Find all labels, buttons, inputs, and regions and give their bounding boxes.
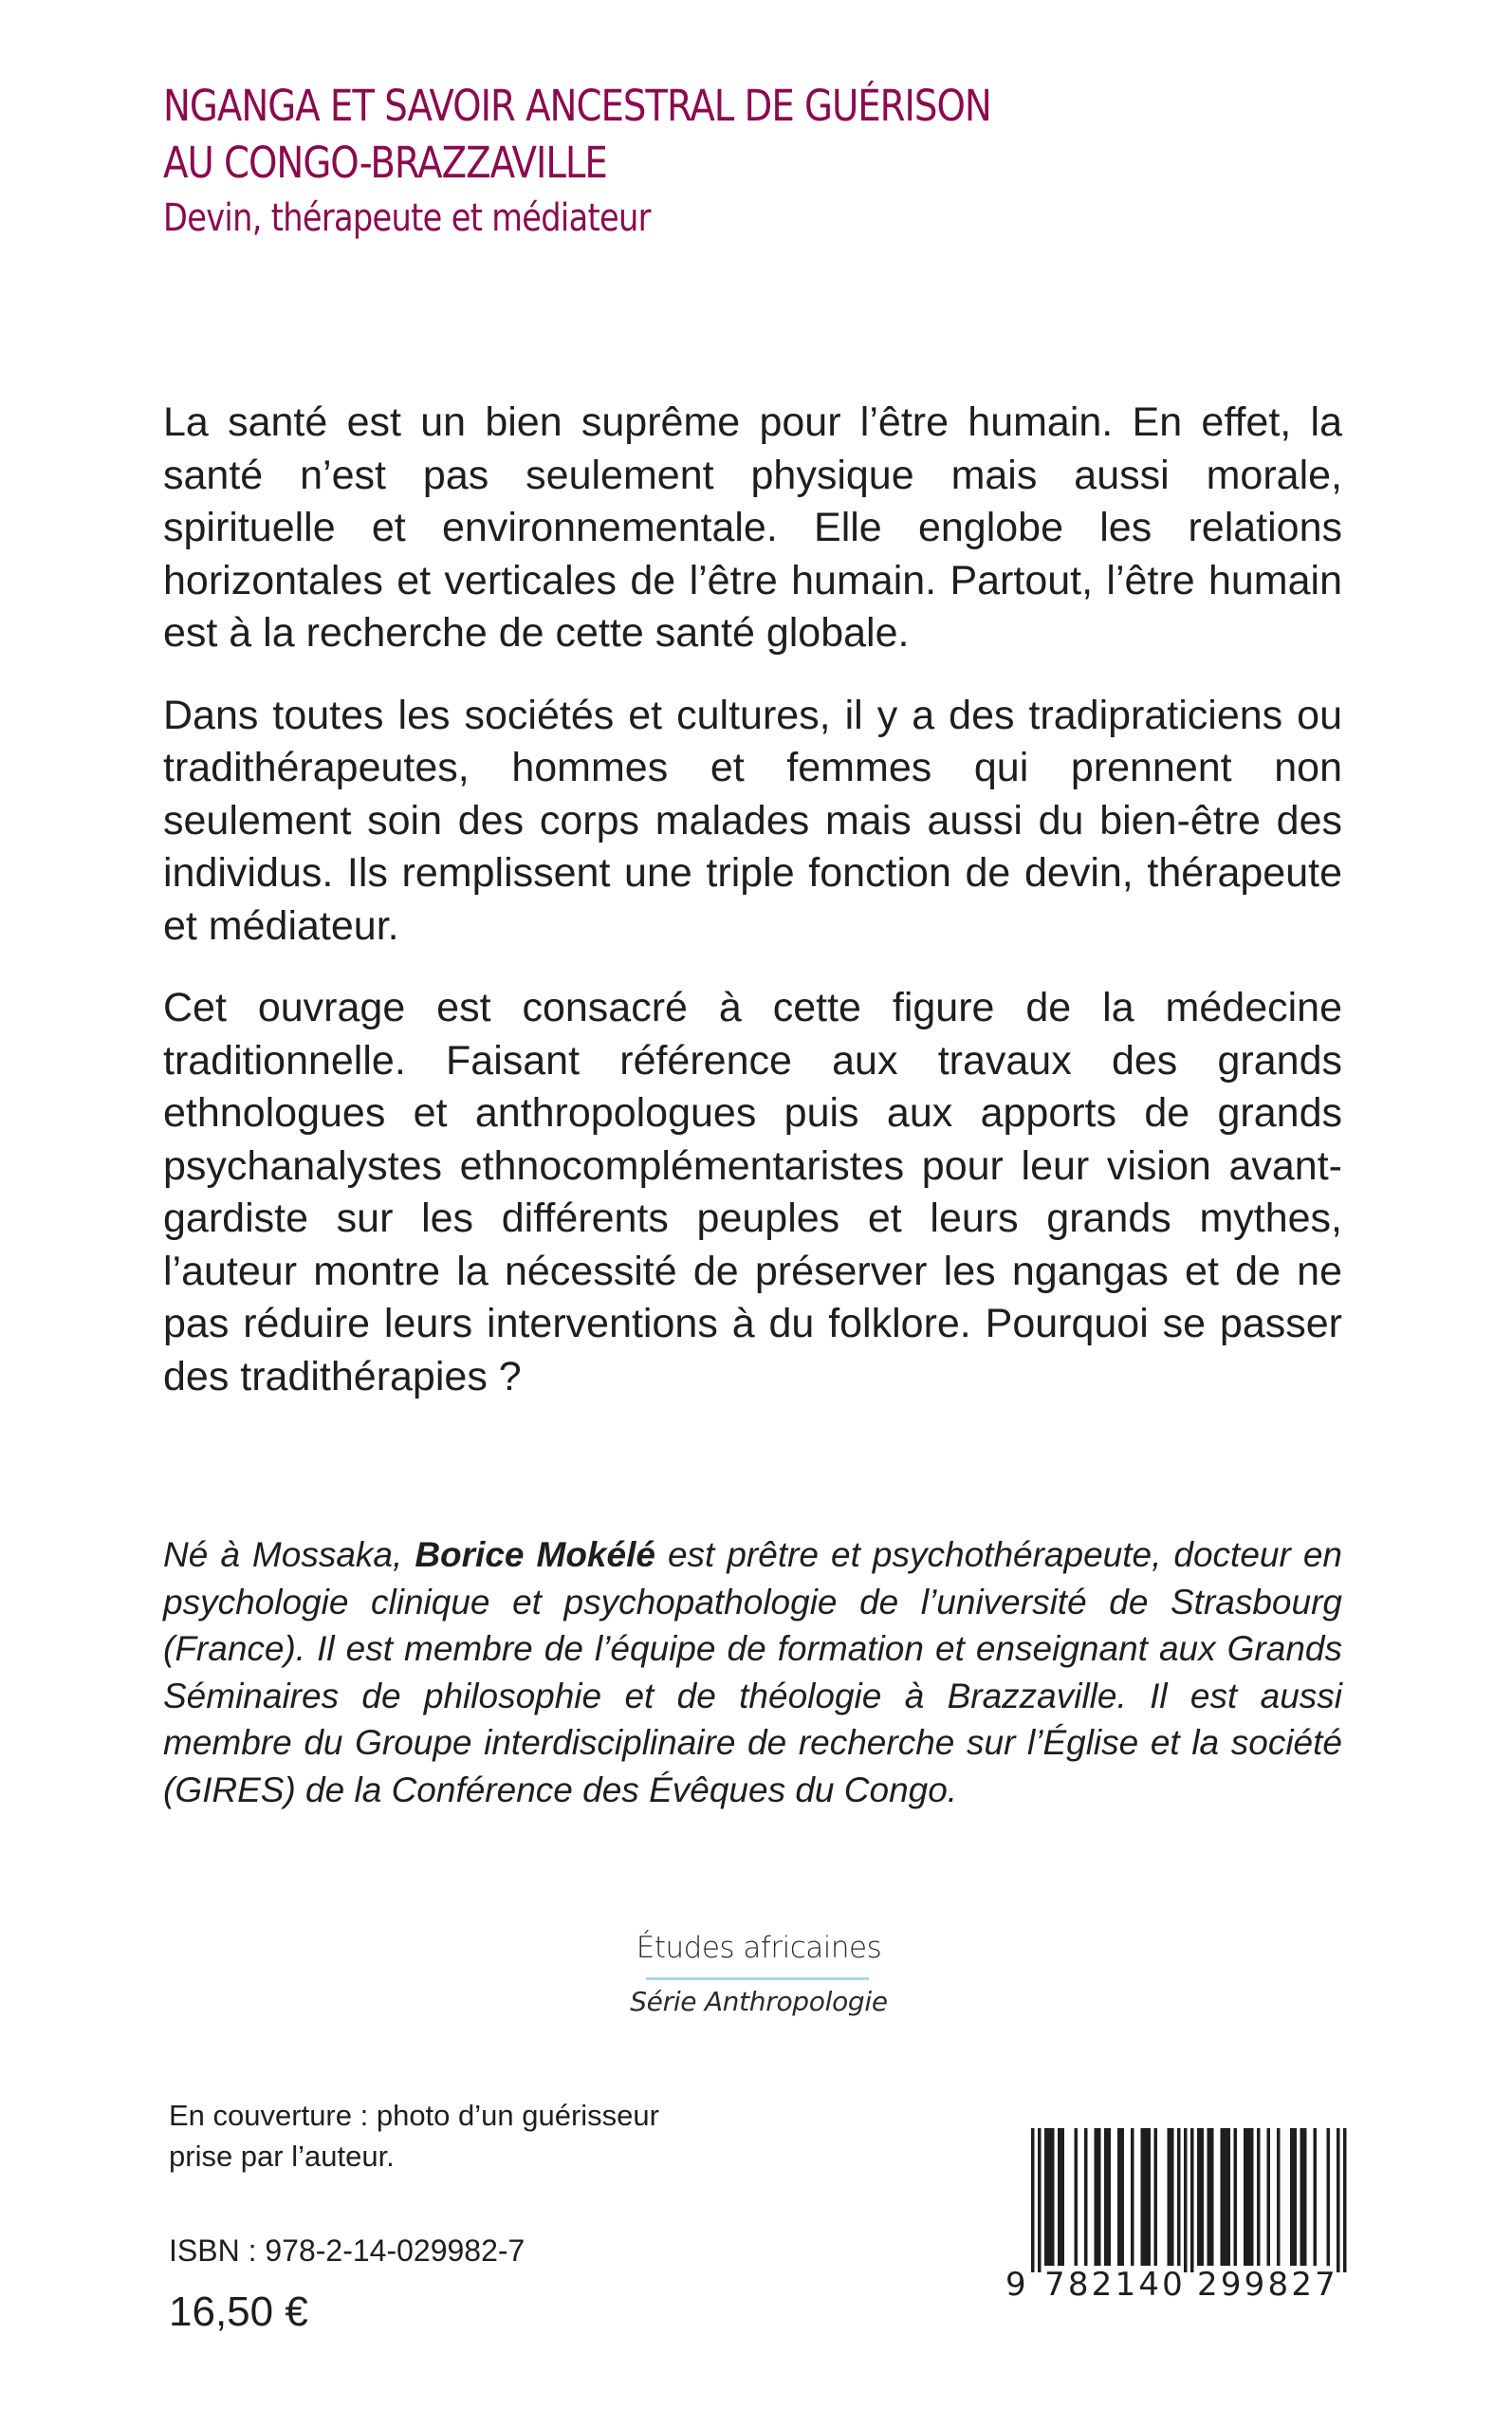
series-divider [646,1977,869,1980]
book-subtitle: Devin, thérapeute et médiateur [163,196,651,240]
author-bio-prefix: Né à Mossaka, [163,1535,415,1574]
series-label [569,1918,949,2024]
author-bio-text: est prêtre et psychothérapeute, docteur en psychologie clinique et psychopathologie de l’université de Strasbourg (France). Il est membre de l’équipe de formation et enseignant aux Grands Séminaires de philosophie et de théologie à Brazzaville. Il est aussi membre du Groupe interdisciplinaire de recherche sur l’Église et la société (GIRES) de la Conférence des Évêques du Congo. [163,1535,1342,1809]
summary-paragraph-3: Cet ouvrage est consacré à cette figure de la médecine traditionnelle. Faisant référence aux travaux des grands ethnologues et anthropologues puis aux apports de grands psychanalystes ethnocomplémentaristes pour leur vision avant-gardiste sur les différents peuples et leurs grands mythes, l’auteur montre la nécessité de préserver les ngangas et de ne pas réduire leurs interventions à du folklore. Pourquoi se passer des tradithérapies ? [163,985,1342,1399]
author-name: Borice Mokélé [415,1535,655,1574]
svg-text:9: 9 [1005,2266,1029,2299]
author-bio [163,1531,1342,1813]
svg-text:299827: 299827 [1197,2266,1338,2299]
summary-text [163,397,1342,1433]
isbn: ISBN : 978-2-14-029982-7 [169,2233,526,2268]
title-block [163,78,1349,245]
summary-paragraph-1: La santé est un bien suprême pour l’être humain. En effet, la santé n’est pas seulement physique mais aussi morale, spirituelle et environnementale. Elle englobe les relations horizontales et verticales de l’être humain. Partout, l’être humain est à la recherche de cette santé globale. [163,399,1342,656]
price: 16,50 € [169,2289,308,2335]
book-title-line-2: AU CONGO-BRAZZAVILLE [163,138,607,188]
collection-name: Études africaines [636,1931,882,1965]
book-title-line-1: NGANGA ET SAVOIR ANCESTRAL DE GUÉRISON [163,81,991,131]
cover-credit-line-2: prise par l’auteur. [169,2140,395,2173]
barcode-icon [1005,2128,1349,2299]
summary-paragraph-2: Dans toutes les sociétés et cultures, il y a des tradipraticiens ou tradithérapeutes, hommes et femmes qui prennent non seulement soin des corps malades mais aussi du bien-être des individus. Ils remplissent une triple fonction de devin, thérapeute et médiateur. [163,692,1342,949]
cover-credit-line-1: En couverture : photo d’un guérisseur [169,2099,659,2132]
svg-text:782140: 782140 [1044,2266,1186,2299]
barcode [1005,2128,1349,2299]
subseries-name: Série Anthropologie [630,1986,888,2017]
cover-credit [169,2095,659,2177]
